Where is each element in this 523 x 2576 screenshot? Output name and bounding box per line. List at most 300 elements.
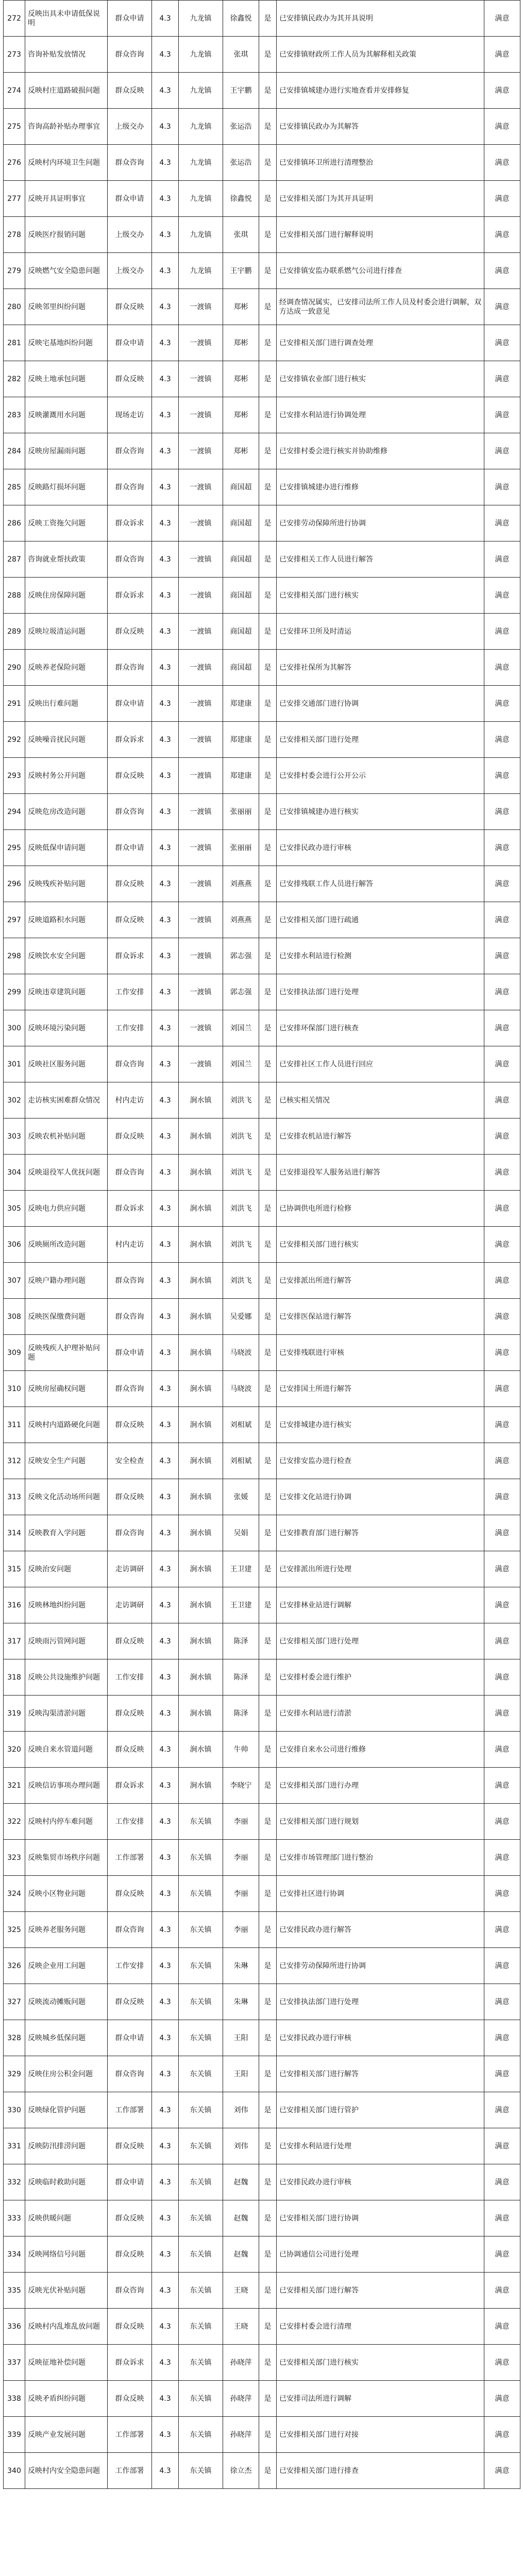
town-cell: 一渡镇	[179, 794, 223, 830]
source-cell: 群众反映	[108, 866, 152, 902]
handling-result: 已安排相关部门为其开具证明	[277, 181, 484, 217]
appeal-summary: 反映信访事项办理问题	[25, 1768, 108, 1804]
row-number: 332	[4, 2164, 25, 2200]
row-number: 297	[4, 902, 25, 938]
handler-cell: 孙晓萍	[223, 2345, 259, 2381]
satisfaction-cell: 满意	[484, 2128, 520, 2164]
date-cell: 4.3	[152, 541, 179, 578]
source-cell: 工作安排	[108, 974, 152, 1010]
handler-cell: 王晓	[223, 2273, 259, 2309]
handler-cell: 刘燕燕	[223, 866, 259, 902]
date-cell: 4.3	[152, 614, 179, 650]
date-cell: 4.3	[152, 1804, 179, 1840]
source-cell: 群众咨询	[108, 1299, 152, 1335]
handler-cell: 王阳	[223, 2056, 259, 2092]
resolved-cell: 是	[259, 902, 277, 938]
handler-cell: 刘燕燕	[223, 902, 259, 938]
appeal-summary: 反映房屋确权问题	[25, 1371, 108, 1407]
row-number: 273	[4, 37, 25, 73]
row-number: 313	[4, 1479, 25, 1515]
resolved-cell: 是	[259, 722, 277, 758]
handler-cell: 徐立杰	[223, 2453, 259, 2489]
satisfaction-cell: 满意	[484, 2417, 520, 2453]
source-cell: 群众咨询	[108, 1155, 152, 1191]
table-row	[4, 686, 520, 722]
resolved-cell: 是	[259, 505, 277, 541]
source-cell: 群众诉求	[108, 1768, 152, 1804]
appeal-summary: 反映低保申请问题	[25, 830, 108, 866]
date-cell: 4.3	[152, 397, 179, 433]
appeal-summary: 反映出行难问题	[25, 686, 108, 722]
resolved-cell: 是	[259, 1371, 277, 1407]
handler-cell: 张运浩	[223, 145, 259, 181]
satisfaction-cell: 满意	[484, 1912, 520, 1948]
resolved-cell: 是	[259, 2092, 277, 2128]
row-number: 319	[4, 1696, 25, 1732]
handler-cell: 李丽	[223, 1876, 259, 1912]
resolved-cell: 是	[259, 686, 277, 722]
row-number: 279	[4, 253, 25, 289]
satisfaction-cell: 满意	[484, 2092, 520, 2128]
appeal-summary: 反映医疗报销问题	[25, 217, 108, 253]
handler-cell: 刘洪飞	[223, 1227, 259, 1263]
satisfaction-cell: 满意	[484, 541, 520, 578]
handling-result: 已安排镇城建办进行维修	[277, 469, 484, 505]
handler-cell: 王卫建	[223, 1551, 259, 1587]
resolved-cell: 是	[259, 325, 277, 361]
source-cell: 群众咨询	[108, 1371, 152, 1407]
table-row	[4, 1155, 520, 1191]
row-number: 318	[4, 1659, 25, 1696]
date-cell: 4.3	[152, 325, 179, 361]
town-cell: 一渡镇	[179, 650, 223, 686]
row-number: 312	[4, 1443, 25, 1479]
satisfaction-cell: 满意	[484, 650, 520, 686]
handler-cell: 刘伟	[223, 2092, 259, 2128]
table-row	[4, 289, 520, 325]
date-cell: 4.3	[152, 2200, 179, 2236]
table-row	[4, 1696, 520, 1732]
satisfaction-cell: 满意	[484, 1335, 520, 1371]
row-number: 304	[4, 1155, 25, 1191]
table-row	[4, 1082, 520, 1118]
row-number: 283	[4, 397, 25, 433]
handling-result: 已安排相关部门进行解释说明	[277, 217, 484, 253]
handler-cell: 王卫建	[223, 1587, 259, 1623]
date-cell: 4.3	[152, 1155, 179, 1191]
table-row	[4, 1912, 520, 1948]
table-row	[4, 73, 520, 109]
handler-cell: 刘洪飞	[223, 1191, 259, 1227]
date-cell: 4.3	[152, 433, 179, 469]
town-cell: 东关镇	[179, 2056, 223, 2092]
handler-cell: 赵魏	[223, 2164, 259, 2200]
handler-cell: 陈泽	[223, 1659, 259, 1696]
date-cell: 4.3	[152, 1407, 179, 1443]
date-cell: 4.3	[152, 1515, 179, 1551]
satisfaction-cell: 满意	[484, 397, 520, 433]
source-cell: 群众咨询	[108, 541, 152, 578]
satisfaction-cell: 满意	[484, 1948, 520, 1984]
table-row	[4, 253, 520, 289]
handling-result: 已安排民政办进行审核	[277, 830, 484, 866]
source-cell: 群众申请	[108, 325, 152, 361]
town-cell: 一渡镇	[179, 469, 223, 505]
row-number: 336	[4, 2309, 25, 2345]
handler-cell: 李丽	[223, 1840, 259, 1876]
resolved-cell: 是	[259, 1299, 277, 1335]
source-cell: 安全检查	[108, 1443, 152, 1479]
source-cell: 工作安排	[108, 1804, 152, 1840]
row-number: 338	[4, 2381, 25, 2417]
row-number: 334	[4, 2236, 25, 2273]
row-number: 290	[4, 650, 25, 686]
handler-cell: 郭志强	[223, 938, 259, 974]
table-row	[4, 1118, 520, 1155]
appeal-summary: 反映村内道路硬化问题	[25, 1407, 108, 1443]
appeal-summary: 反映养老保险问题	[25, 650, 108, 686]
appeal-summary: 反映沟渠清淤问题	[25, 1696, 108, 1732]
appeal-summary: 反映户籍办理问题	[25, 1263, 108, 1299]
handling-result: 已安排相关部门进行解答	[277, 2056, 484, 2092]
handling-result: 已安排市场管理部门进行整治	[277, 1840, 484, 1876]
appeal-summary: 反映教育入学问题	[25, 1515, 108, 1551]
handling-result: 已安排村委会进行核实并协助维修	[277, 433, 484, 469]
town-cell: 东关镇	[179, 2453, 223, 2489]
row-number: 305	[4, 1191, 25, 1227]
satisfaction-cell: 满意	[484, 361, 520, 397]
handling-result: 已安排教育部门进行解答	[277, 1515, 484, 1551]
handling-result: 已安排村委会进行维护	[277, 1659, 484, 1696]
date-cell: 4.3	[152, 1479, 179, 1515]
appeal-summary: 反映城乡低保问题	[25, 2020, 108, 2056]
row-number: 281	[4, 325, 25, 361]
satisfaction-cell: 满意	[484, 1984, 520, 2020]
town-cell: 涧水镇	[179, 1659, 223, 1696]
town-cell: 东关镇	[179, 2092, 223, 2128]
date-cell: 4.3	[152, 1443, 179, 1479]
row-number: 337	[4, 2345, 25, 2381]
handler-cell: 徐鑫悦	[223, 1, 259, 37]
town-cell: 一渡镇	[179, 505, 223, 541]
satisfaction-cell: 满意	[484, 902, 520, 938]
satisfaction-cell: 满意	[484, 1191, 520, 1227]
handler-cell: 朱琳	[223, 1948, 259, 1984]
date-cell: 4.3	[152, 938, 179, 974]
table-row	[4, 758, 520, 794]
handler-cell: 赵魏	[223, 2200, 259, 2236]
appeal-summary: 反映开具证明事宜	[25, 181, 108, 217]
table-row	[4, 2453, 520, 2489]
handling-result: 已安排民政办进行解答	[277, 1912, 484, 1948]
date-cell: 4.3	[152, 1840, 179, 1876]
resolved-cell: 是	[259, 650, 277, 686]
town-cell: 涧水镇	[179, 1443, 223, 1479]
date-cell: 4.3	[152, 253, 179, 289]
handler-cell: 商国超	[223, 505, 259, 541]
resolved-cell: 是	[259, 578, 277, 614]
resolved-cell: 是	[259, 2056, 277, 2092]
town-cell: 一渡镇	[179, 289, 223, 325]
row-number: 289	[4, 614, 25, 650]
town-cell: 涧水镇	[179, 1623, 223, 1659]
date-cell: 4.3	[152, 830, 179, 866]
appeal-summary: 反映工资拖欠问题	[25, 505, 108, 541]
satisfaction-cell: 满意	[484, 2020, 520, 2056]
town-cell: 九龙镇	[179, 181, 223, 217]
handling-result: 已安排相关部门进行核实	[277, 578, 484, 614]
satisfaction-cell: 满意	[484, 2309, 520, 2345]
resolved-cell: 是	[259, 2417, 277, 2453]
table-row	[4, 325, 520, 361]
handling-result: 已安排镇城建办进行实地查看并安排修复	[277, 73, 484, 109]
handler-cell: 郑建康	[223, 686, 259, 722]
handler-cell: 吴爱娜	[223, 1299, 259, 1335]
handling-result: 已安排派出所进行处理	[277, 1551, 484, 1587]
date-cell: 4.3	[152, 1696, 179, 1732]
row-number: 317	[4, 1623, 25, 1659]
appeal-summary: 反映村庄道路破损问题	[25, 73, 108, 109]
date-cell: 4.3	[152, 1263, 179, 1299]
appeal-summary: 反映征地补偿问题	[25, 2345, 108, 2381]
appeal-summary: 反映土地承包问题	[25, 361, 108, 397]
appeal-summary: 反映村内乱堆乱放问题	[25, 2309, 108, 2345]
source-cell: 群众申请	[108, 1, 152, 37]
row-number: 284	[4, 433, 25, 469]
source-cell: 群众咨询	[108, 1263, 152, 1299]
table-row	[4, 541, 520, 578]
resolved-cell: 是	[259, 109, 277, 145]
date-cell: 4.3	[152, 2273, 179, 2309]
satisfaction-cell: 满意	[484, 722, 520, 758]
date-cell: 4.3	[152, 578, 179, 614]
source-cell: 群众反映	[108, 289, 152, 325]
source-cell: 群众申请	[108, 2164, 152, 2200]
handler-cell: 赵魏	[223, 2236, 259, 2273]
handler-cell: 刘洪飞	[223, 1118, 259, 1155]
source-cell: 工作部署	[108, 2092, 152, 2128]
date-cell: 4.3	[152, 1046, 179, 1082]
resolved-cell: 是	[259, 2453, 277, 2489]
handler-cell: 刘洪飞	[223, 1263, 259, 1299]
row-number: 323	[4, 1840, 25, 1876]
table-row	[4, 1046, 520, 1082]
appeal-summary: 反映文化活动场所问题	[25, 1479, 108, 1515]
table-row	[4, 433, 520, 469]
handler-cell: 王阳	[223, 2020, 259, 2056]
town-cell: 一渡镇	[179, 433, 223, 469]
date-cell: 4.3	[152, 2309, 179, 2345]
table-row	[4, 217, 520, 253]
town-cell: 东关镇	[179, 1876, 223, 1912]
satisfaction-cell: 满意	[484, 1, 520, 37]
row-number: 315	[4, 1551, 25, 1587]
source-cell: 工作部署	[108, 1840, 152, 1876]
town-cell: 涧水镇	[179, 1479, 223, 1515]
resolved-cell: 是	[259, 758, 277, 794]
handling-result: 已安排文化站进行协调	[277, 1479, 484, 1515]
handling-result: 已安排村委会进行清理	[277, 2309, 484, 2345]
handler-cell: 刘相斌	[223, 1443, 259, 1479]
handler-cell: 孙晓萍	[223, 2417, 259, 2453]
row-number: 294	[4, 794, 25, 830]
table-row	[4, 1623, 520, 1659]
handler-cell: 王宇鹏	[223, 253, 259, 289]
appeal-summary: 反映厕所改造问题	[25, 1227, 108, 1263]
table-row	[4, 2200, 520, 2236]
satisfaction-cell: 满意	[484, 1118, 520, 1155]
resolved-cell: 是	[259, 2381, 277, 2417]
satisfaction-cell: 满意	[484, 614, 520, 650]
satisfaction-cell: 满意	[484, 866, 520, 902]
table-row	[4, 1335, 520, 1371]
town-cell: 东关镇	[179, 2020, 223, 2056]
handling-result: 已安排相关部门进行排查	[277, 2453, 484, 2489]
town-cell: 涧水镇	[179, 1732, 223, 1768]
handling-result: 已安排残联进行审核	[277, 1335, 484, 1371]
resolved-cell: 是	[259, 1984, 277, 2020]
resolved-cell: 是	[259, 469, 277, 505]
satisfaction-cell: 满意	[484, 2164, 520, 2200]
appeal-summary: 反映违章建筑问题	[25, 974, 108, 1010]
row-number: 282	[4, 361, 25, 397]
source-cell: 群众反映	[108, 1407, 152, 1443]
satisfaction-cell: 满意	[484, 37, 520, 73]
handling-result: 已安排水利站进行处理	[277, 2128, 484, 2164]
row-number: 307	[4, 1263, 25, 1299]
satisfaction-cell: 满意	[484, 1551, 520, 1587]
table-row	[4, 938, 520, 974]
table-row	[4, 1948, 520, 1984]
source-cell: 群众咨询	[108, 794, 152, 830]
satisfaction-cell: 满意	[484, 253, 520, 289]
appeal-summary: 反映医保缴费问题	[25, 1299, 108, 1335]
appeal-summary: 反映灌溉用水问题	[25, 397, 108, 433]
satisfaction-cell: 满意	[484, 1227, 520, 1263]
satisfaction-cell: 满意	[484, 2345, 520, 2381]
town-cell: 东关镇	[179, 2417, 223, 2453]
town-cell: 东关镇	[179, 1984, 223, 2020]
row-number: 299	[4, 974, 25, 1010]
source-cell: 群众申请	[108, 830, 152, 866]
row-number: 276	[4, 145, 25, 181]
source-cell: 群众反映	[108, 2309, 152, 2345]
resolved-cell: 是	[259, 2273, 277, 2309]
resolved-cell: 是	[259, 1155, 277, 1191]
source-cell: 工作部署	[108, 2417, 152, 2453]
source-cell: 群众诉求	[108, 578, 152, 614]
table-row	[4, 2128, 520, 2164]
table-row	[4, 2417, 520, 2453]
resolved-cell: 是	[259, 2164, 277, 2200]
handling-result: 已安排社区进行协调	[277, 1876, 484, 1912]
date-cell: 4.3	[152, 2128, 179, 2164]
handler-cell: 商国超	[223, 541, 259, 578]
appeal-summary: 反映产业发展问题	[25, 2417, 108, 2453]
town-cell: 一渡镇	[179, 541, 223, 578]
row-number: 331	[4, 2128, 25, 2164]
source-cell: 群众咨询	[108, 1912, 152, 1948]
source-cell: 群众咨询	[108, 433, 152, 469]
source-cell: 群众反映	[108, 2236, 152, 2273]
handling-result: 已安排社区工作人员进行回应	[277, 1046, 484, 1082]
appeal-summary: 反映道路积水问题	[25, 902, 108, 938]
appeal-summary: 反映小区物业问题	[25, 1876, 108, 1912]
row-number: 280	[4, 289, 25, 325]
table-row	[4, 1659, 520, 1696]
handler-cell: 陈泽	[223, 1696, 259, 1732]
row-number: 328	[4, 2020, 25, 2056]
row-number: 300	[4, 1010, 25, 1046]
resolved-cell: 是	[259, 541, 277, 578]
date-cell: 4.3	[152, 1299, 179, 1335]
source-cell: 群众诉求	[108, 722, 152, 758]
resolved-cell: 是	[259, 794, 277, 830]
satisfaction-cell: 满意	[484, 73, 520, 109]
town-cell: 东关镇	[179, 2345, 223, 2381]
resolved-cell: 是	[259, 2236, 277, 2273]
satisfaction-cell: 满意	[484, 1371, 520, 1407]
town-cell: 涧水镇	[179, 1371, 223, 1407]
source-cell: 群众诉求	[108, 505, 152, 541]
row-number: 293	[4, 758, 25, 794]
row-number: 277	[4, 181, 25, 217]
town-cell: 一渡镇	[179, 902, 223, 938]
appeal-summary: 反映防汛排涝问题	[25, 2128, 108, 2164]
table-row	[4, 1010, 520, 1046]
handler-cell: 李丽	[223, 1912, 259, 1948]
resolved-cell: 是	[259, 1515, 277, 1551]
row-number: 316	[4, 1587, 25, 1623]
date-cell: 4.3	[152, 1371, 179, 1407]
row-number: 286	[4, 505, 25, 541]
satisfaction-cell: 满意	[484, 1840, 520, 1876]
satisfaction-cell: 满意	[484, 578, 520, 614]
satisfaction-cell: 满意	[484, 325, 520, 361]
handling-result: 已安排镇环卫所进行清理整治	[277, 145, 484, 181]
handler-cell: 陈泽	[223, 1623, 259, 1659]
appeal-summary: 走访核实困难群众情况	[25, 1082, 108, 1118]
handler-cell: 李晓宁	[223, 1768, 259, 1804]
handling-result: 已安排社保所为其解答	[277, 650, 484, 686]
appeal-summary: 反映垃圾清运问题	[25, 614, 108, 650]
source-cell: 群众咨询	[108, 2273, 152, 2309]
appeal-summary: 反映出具未申请低保说明	[25, 1, 108, 37]
handling-result: 已安排国土所进行解答	[277, 1371, 484, 1407]
handler-cell: 刘国兰	[223, 1046, 259, 1082]
resolved-cell: 是	[259, 217, 277, 253]
appeal-summary: 反映电力供应问题	[25, 1191, 108, 1227]
table-row	[4, 1227, 520, 1263]
appeal-summary: 反映房屋漏雨问题	[25, 433, 108, 469]
date-cell: 4.3	[152, 1768, 179, 1804]
appeal-summary: 反映矛盾纠纷问题	[25, 2381, 108, 2417]
satisfaction-cell: 满意	[484, 1263, 520, 1299]
town-cell: 涧水镇	[179, 1515, 223, 1551]
row-number: 285	[4, 469, 25, 505]
row-number: 325	[4, 1912, 25, 1948]
satisfaction-cell: 满意	[484, 938, 520, 974]
table-row	[4, 2345, 520, 2381]
row-number: 330	[4, 2092, 25, 2128]
row-number: 326	[4, 1948, 25, 1984]
appeal-summary: 咨询高龄补贴办理事宜	[25, 109, 108, 145]
appeal-summary: 反映自来水管道问题	[25, 1732, 108, 1768]
handler-cell: 马晓波	[223, 1335, 259, 1371]
resolved-cell: 是	[259, 1046, 277, 1082]
source-cell: 群众咨询	[108, 37, 152, 73]
resolved-cell: 是	[259, 1659, 277, 1696]
